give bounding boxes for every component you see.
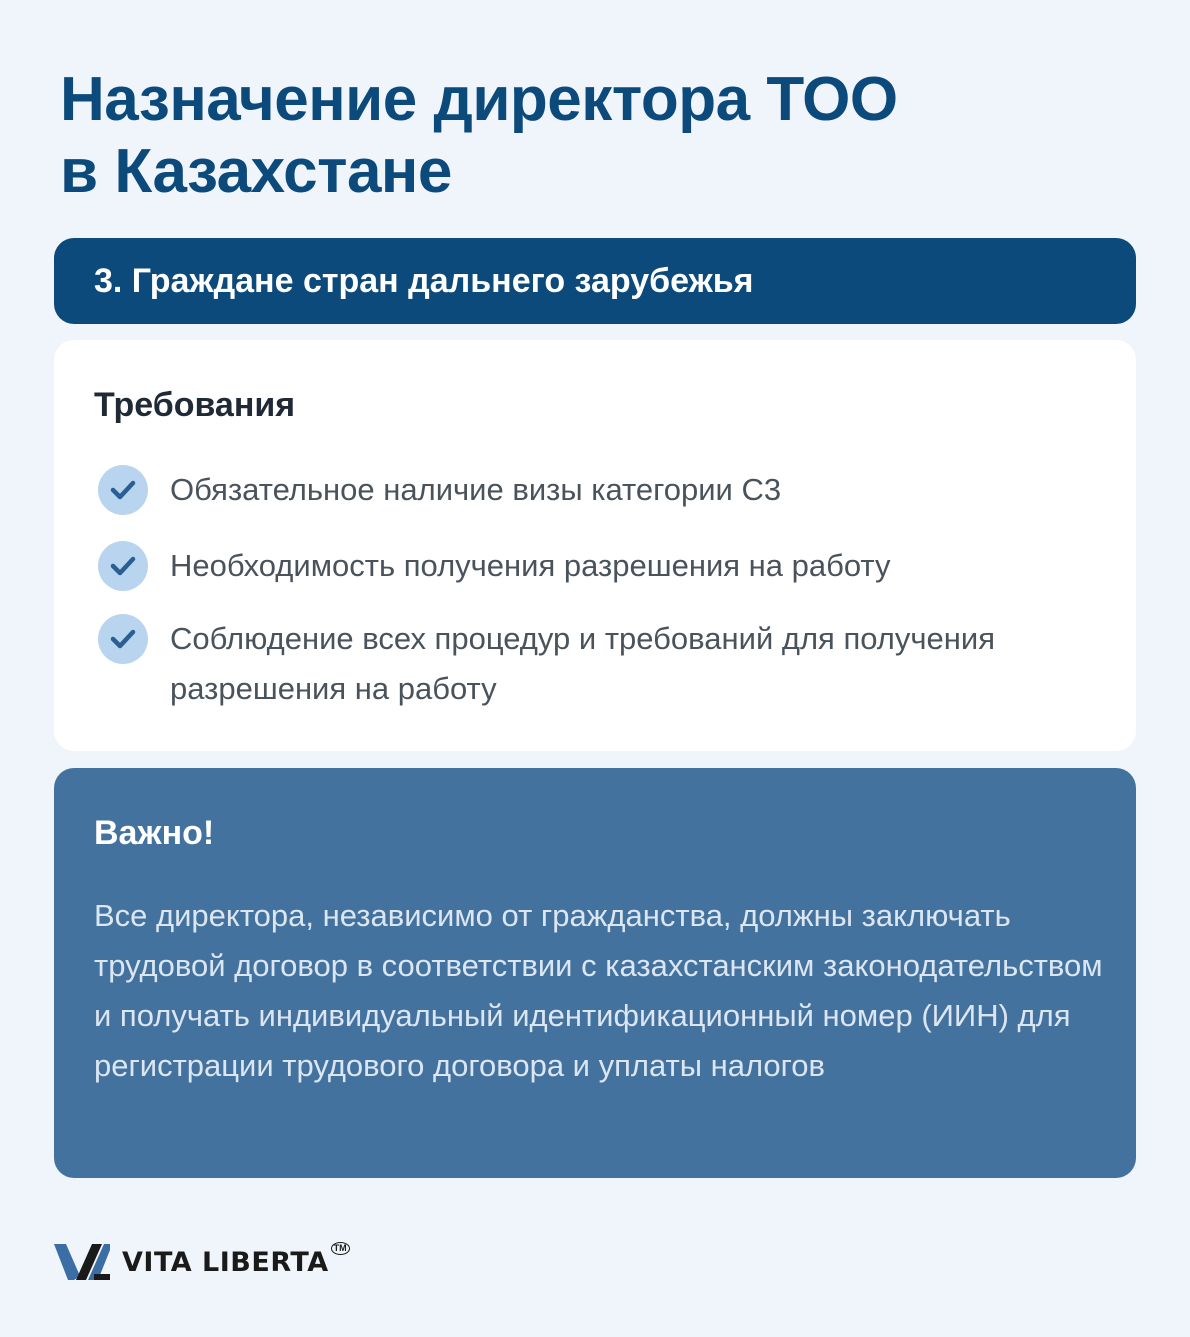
check-icon (98, 465, 148, 515)
requirement-item (98, 614, 1108, 714)
requirements-title: Требования (94, 386, 296, 424)
important-text: Все директора, независимо от гражданства, должны заключать трудовой договор в соответствии с казахстанским законодательством и получать индивидуальный идентификационный номер (ИИН) для регистрации трудового договора и уплаты налогов (94, 898, 1103, 1083)
important-title: Важно! (94, 814, 215, 852)
logo-mark-icon (54, 1242, 110, 1282)
page-title-line-1: Назначение директора ТОО (60, 65, 898, 134)
check-icon (98, 541, 148, 591)
requirement-text: Необходимость получения разрешения на работу (170, 548, 891, 583)
requirements-card (54, 340, 1136, 751)
vita-liberta-logo (54, 1240, 350, 1284)
logo-tm: TM (331, 1242, 350, 1255)
requirement-text: Соблюдение всех процедур и требований для получения разрешения на работу (170, 621, 995, 706)
section-header-text: 3. Граждане стран дальнего зарубежья (94, 261, 754, 300)
important-card (54, 768, 1136, 1178)
check-icon (98, 614, 148, 664)
section-header (54, 238, 1136, 324)
requirement-text: Обязательное наличие визы категории С3 (170, 472, 782, 507)
page-title (60, 64, 1060, 208)
logo-text: VITA LIBERTA (122, 1246, 329, 1278)
requirement-item (98, 465, 1108, 515)
page-title-line-2: в Казахстане (60, 137, 452, 206)
requirement-item (98, 541, 1108, 591)
